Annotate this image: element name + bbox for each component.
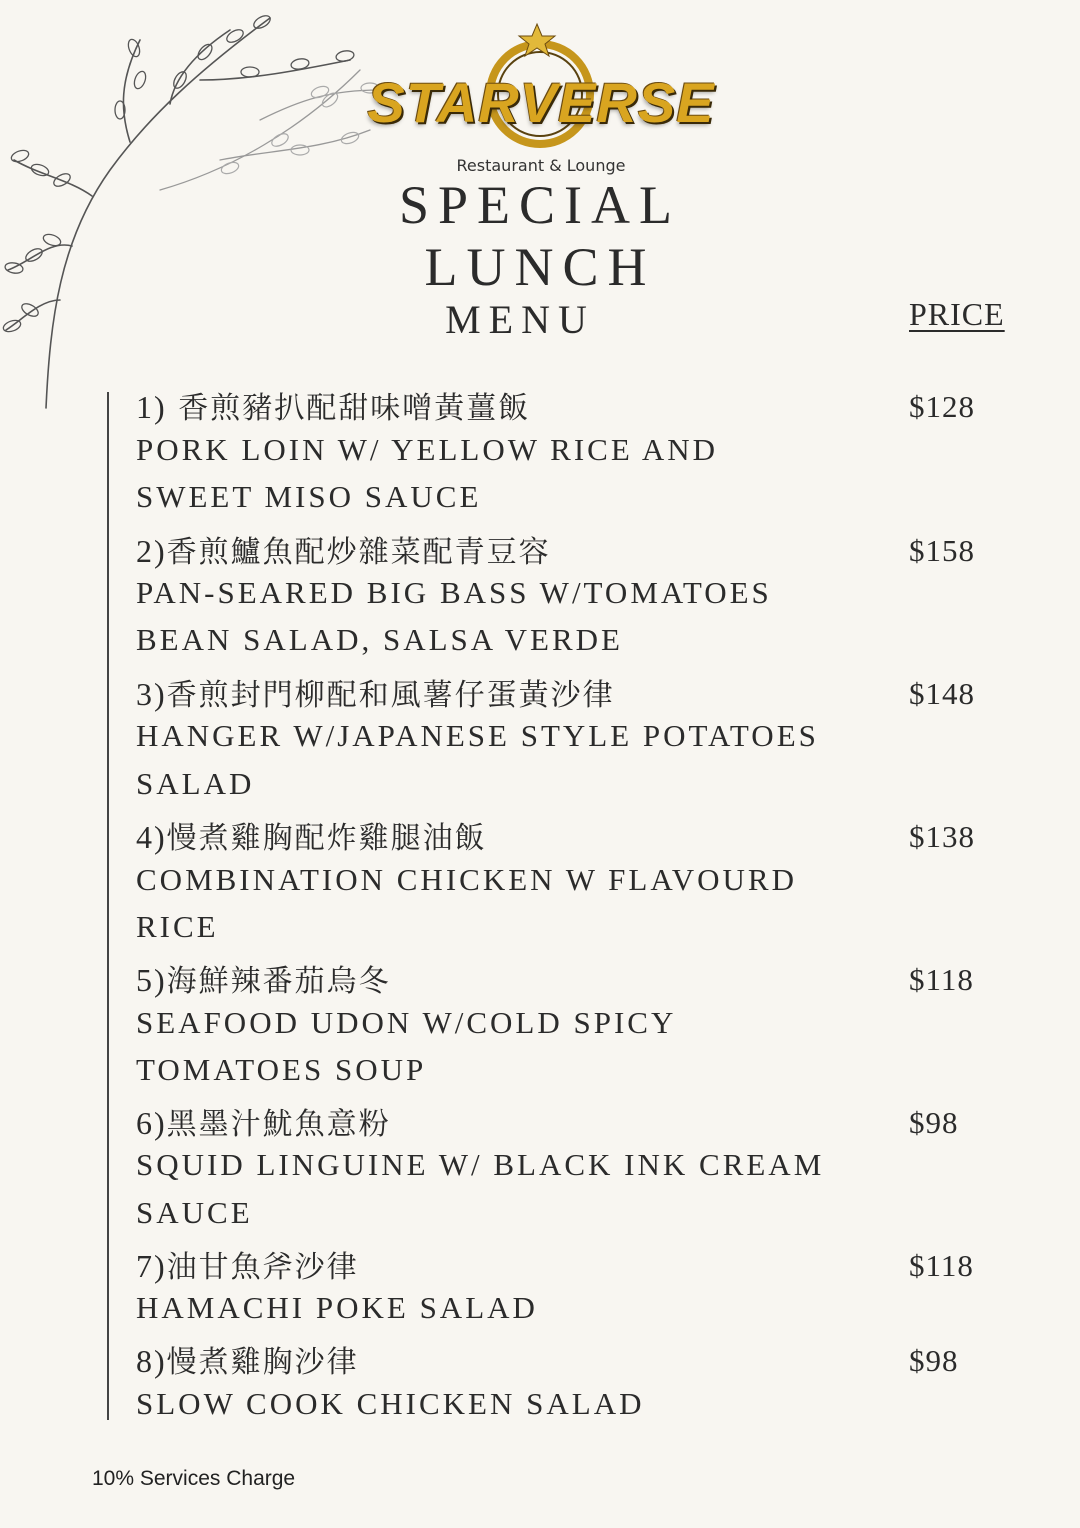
brand-name: STARVERSE: [367, 71, 715, 134]
menu-item-2-chinese: 2)香煎鱸魚配炒雜菜配青豆容: [136, 533, 551, 570]
menu-item-1-english: SWEET MISO SAUCE: [136, 479, 482, 514]
menu-item-4-english: RICE: [136, 909, 219, 944]
menu-item-8-price: $98: [909, 1343, 959, 1378]
service-charge-note: 10% Services Charge: [92, 1467, 296, 1490]
menu-title-line1: SPECIAL: [398, 175, 682, 235]
divider-line: [107, 392, 109, 1420]
menu-item-5-chinese: 5)海鮮辣番茄烏冬: [136, 962, 391, 999]
menu-title-line3: MENU: [445, 297, 595, 342]
menu-item-5-english: SEAFOOD UDON W/COLD SPICY: [136, 1005, 677, 1040]
brand-logo: [360, 18, 722, 178]
menu-item-4-price: $138: [909, 819, 975, 854]
menu-item-3-english: HANGER W/JAPANESE STYLE POTATOES: [136, 718, 819, 753]
menu-item-3-chinese: 3)香煎封門柳配和風薯仔蛋黃沙律: [136, 676, 615, 713]
menu-item-1-chinese: 1) 香煎豬扒配甜味噌黃薑飯: [136, 389, 531, 426]
menu-item-2-english: PAN-SEARED BIG BASS W/TOMATOES: [136, 575, 772, 610]
menu-item-5-english: TOMATOES SOUP: [136, 1052, 427, 1087]
menu-item-1-price: $128: [909, 389, 975, 424]
menu-item-5-price: $118: [909, 962, 974, 997]
menu-item-6-price: $98: [909, 1105, 959, 1140]
menu-item-3-english: SALAD: [136, 766, 255, 801]
menu-title-line2: LUNCH: [424, 237, 656, 297]
menu-item-2-price: $158: [909, 533, 975, 568]
menu-item-6-chinese: 6)黑墨汁魷魚意粉: [136, 1105, 391, 1142]
menu-item-3-price: $148: [909, 676, 975, 711]
menu-item-4-english: COMBINATION CHICKEN W FLAVOURD: [136, 862, 797, 897]
menu-item-8-english: SLOW COOK CHICKEN SALAD: [136, 1386, 645, 1421]
menu-item-4-chinese: 4)慢煮雞胸配炸雞腿油飯: [136, 819, 487, 856]
menu-item-8-chinese: 8)慢煮雞胸沙律: [136, 1343, 359, 1380]
menu-item-7-price: $118: [909, 1248, 974, 1283]
price-column-header: PRICE: [909, 296, 1005, 332]
brand-tagline: Restaurant & Lounge: [456, 156, 626, 175]
menu-item-1-english: PORK LOIN W/ YELLOW RICE AND: [136, 432, 718, 467]
menu-item-6-english: SQUID LINGUINE W/ BLACK INK CREAM: [136, 1147, 825, 1182]
menu-item-6-english: SAUCE: [136, 1195, 253, 1230]
menu-item-2-english: BEAN SALAD, SALSA VERDE: [136, 622, 623, 657]
menu-item-7-english: HAMACHI POKE SALAD: [136, 1290, 538, 1325]
menu-item-7-chinese: 7)油甘魚斧沙律: [136, 1248, 359, 1285]
